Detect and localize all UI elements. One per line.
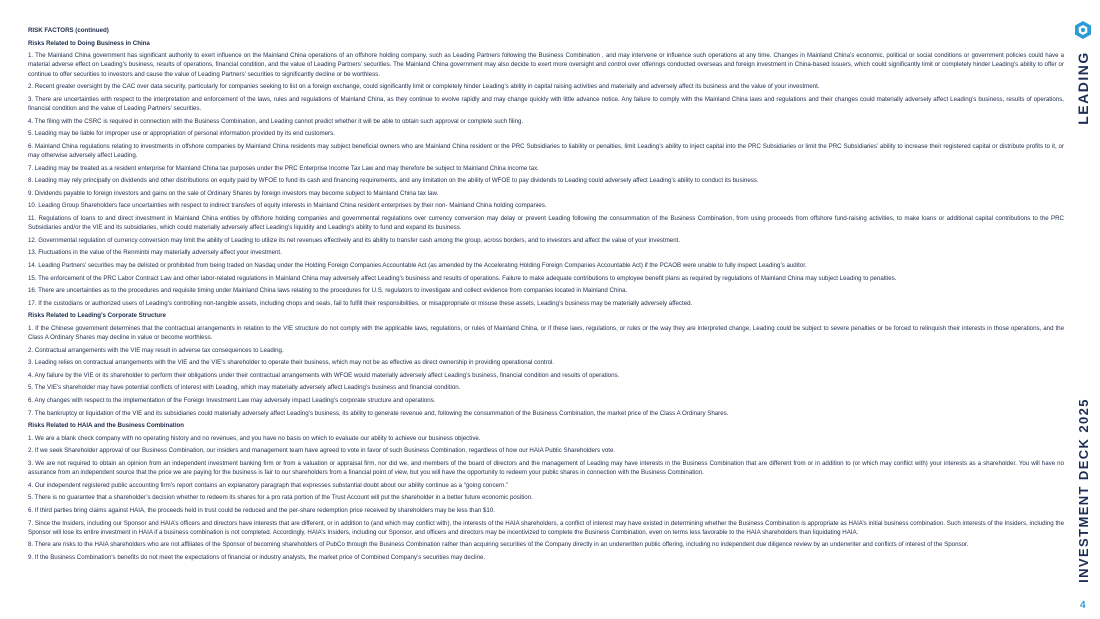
section-title-china: Risks Related to Doing Business in China (28, 39, 150, 47)
risk-item: 3. Leading relies on contractual arrangements with the VIE and the VIE’s shareholder to operate their business, which may not be as effective as direct ownership in providing operational control. (28, 359, 555, 367)
risk-item: 12. Governmental regulation of currency conversion may limit the ability of Leading to utilize its net revenues effectively and its ability to transfer cash among the group, across borders, and to investors and affect the value of your investment. (28, 236, 681, 244)
risk-item: 1. The Mainland China government has significant authority to exert influence on the Mainland China operations of an offshore holding company, such as Leading Partners following the Business Combination , and may intervene or influence such operations at any time. Changes in Mainland China’s economic, political or social conditions or government policies could have a material adverse effect on Leading’s business, results of operations, financial condition, and the value of Leading Partners’ securities. The Mainland China government may also decide to exert more oversight and control over offerings conducted overseas and foreign investment in China-based issuers, which could significantly limit or completely hinder Leading’s ability to offer or continue to offer securities to investors and cause the value of Leading Partners’ securities to significantly decline or be worthless. (28, 52, 1064, 78)
risk-item: 4. Our independent registered public accounting firm’s report contains an explanatory paragraph that expresses substantial doubt about our ability continue as a “going concern.” (28, 481, 509, 489)
risk-item: 4. Any failure by the VIE or its shareholder to perform their obligations under their contractual arrangements with WFOE would materially adversely affect Leading’s business, financial condition and results of operations. (28, 371, 620, 379)
risk-item: 1. We are a blank check company with no operating history and no revenues, and you have no basis on which to evaluate our ability to achieve our business objective. (28, 434, 481, 442)
risk-item: 5. Leading may be liable for improper use or appropriation of personal information provided by its end customers. (28, 130, 335, 138)
risk-item: 7. The bankruptcy or liquidation of the VIE and its subsidiaries could materially adversely affect Leading’s business, its ability to generate revenue and, following the consummation of the Business Combination, the market price of the Class A Ordinary Shares. (28, 409, 729, 417)
risk-item: 1. If the Chinese government determines that the contractual arrangements in relation to the VIE structure do not comply with the applicable laws, regulations, or rules of Mainland China, or if these laws, regulations, or rules or the way they are interpreted change, Leading could be subject to severe penalties or be forced to relinquish their interests in those operations, and the Class A Ordinary Shares may decline in value or become worthless. (28, 324, 1064, 342)
risk-item: 10. Leading Group Shareholders face uncertainties with respect to indirect transfers of equity interests in Mainland China resident enterprises by their non- Mainland China holding companies. (28, 202, 547, 210)
section-title-corporate-structure: Risks Related to Leading’s Corporate Structure (28, 312, 166, 320)
risk-item: 2. Contractual arrangements with the VIE may result in adverse tax consequences to Leading. (28, 346, 284, 354)
risk-item: 7. Since the Insiders, including our Sponsor and HAIA’s officers and directors have interests that are different, or in addition to (and which may conflict with), the interests of the HAIA shareholders, a conflict of interest may have existed in determining whether the Business Combination is appropriate as HAIA’s initial business combination. Such interests of the Insiders, including the Sponsor will lose its entire investment in HAIA if a business combination is not completed. Accordingly, HAIA’s Insiders, including our Sponsor, and officers and directors may be incentivized to complete the Business Combination, even on terms less favorable to the HAIA shareholders than liquidating HAIA. (28, 519, 1064, 536)
risk-item: 13. Fluctuations in the value of the Renminbi may materially adversely affect your investment. (28, 249, 282, 257)
risk-item: 9. If the Business Combination’s benefits do not meet the expectations of financial or industry analysts, the market price of Combined Company’s securities may decline. (28, 554, 486, 561)
brand-text: LEADING (1075, 51, 1091, 125)
risk-item: 8. There are risks to the HAIA shareholders who are not affiliates of the Sponsor of becoming shareholders of PubCo through the Business Combination rather than acquiring securities of the Company directly in an underwritten public offering, including no independent due diligence review by an underwriter and conflicts of interest of the Sponsor. (28, 541, 969, 549)
risk-item: 17. If the custodians or authorized users of Leading’s controlling non-tangible assets, including chops and seals, fail to fulfill their responsibilities, or misappropriate or misuse these assets, Leading’s business may be materially adversely affected. (28, 299, 693, 307)
deck-title-text: INVESTMENT DECK 2025 (1075, 397, 1091, 583)
risk-item: 6. If third parties bring claims against HAIA, the proceeds held in trust could be reduced and the per-share redemption price received by shareholders may be less than $10. (28, 507, 495, 515)
risk-item: 5. The VIE’s shareholder may have potential conflicts of interest with Leading, which may materially adversely affect Leading’s business and financial condition. (28, 384, 461, 392)
risk-item: 6. Any changes with respect to the implementation of the Foreign Investment Law may adversely impact Leading’s corporate structure and operations. (28, 397, 436, 405)
risk-item: 11. Regulations of loans to and direct investment in Mainland China entities by offshore holding companies and governmental regulations over currency conversion may delay or prevent Leading following the consummation of the Business Combination, from using proceeds from offshore fund-raising activities, to make loans or additional capital contributions to the PRC Subsidiaries and/or the VIE and its subsidiaries, which could materially adversely affect Leading’s liquidity and Leading’s ability to fund and expand its business. (28, 214, 1064, 232)
risk-item: 2. Recent greater oversight by the CAC over data security, particularly for companies seeking to list on a foreign exchange, could significantly limit or completely hinder Leading’s ability in capital raising activities and materially and adversely affect its business and the value of your investment. (28, 83, 820, 91)
risk-item: 5. There is no guarantee that a shareholder’s decision whether to redeem its shares for a pro rata portion of the Trust Account will put the shareholder in a better future economic position. (28, 494, 533, 502)
brand-wordmark (1061, 48, 1100, 128)
risk-item: 16. There are uncertainties as to the procedures and requisite timing under Mainland China laws relating to the procedures for U.S. regulators to investigate and collect evidence from companies located in Mainland China. (28, 287, 628, 295)
page-heading: RISK FACTORS (continued) (28, 27, 109, 34)
risk-factors-content (28, 26, 1064, 566)
risk-item: 4. The filing with the CSRC is required in connection with the Business Combination, and Leading cannot predict whether it will be able to obtain such approval or complete such filing. (28, 117, 524, 125)
risk-item: 8. Leading may rely principally on dividends and other distributions on equity paid by WFOE to fund its cash and financing requirements, and any limitation on the ability of WFOE to pay dividends to Leading could adversely affect Leading’s ability to conduct its business. (28, 177, 759, 185)
hexagon-logo-icon (1073, 20, 1093, 40)
risk-item: 6. Mainland China regulations relating to investments in offshore companies by Mainland China residents may subject beneficial owners who are Mainland China resident or the PRC Subsidiaries to liability or penalties, limit Leading’s ability to inject capital into the PRC Subsidiaries or limit the PRC Subsidiaries’ ability to increase their registered capital or distribute profits to it, or may otherwise adversely affect Leading. (28, 142, 1064, 159)
risk-item: 2. If we seek Shareholder approval of our Business Combination, our insiders and management team have agreed to vote in favor of such Business Combination, regardless of how our HAIA Public Shareholders vote. (28, 447, 616, 455)
page-number: 4 (1080, 600, 1086, 611)
section-title-haia: Risks Related to HAIA and the Business Combination (28, 422, 185, 430)
deck-title (1061, 397, 1100, 583)
risk-item: 3. We are not required to obtain an opinion from an independent investment banking firm or from a valuation or appraisal firm, nor did we, and members of the board of directors and the management of Leading may have interests in the Business Combination that are different from or in addition to (or which may conflict with) your interests as a shareholder. You will have no assurance from an independent source that the price we are paying for the business is fair to our shareholders from a financial point of view, but you will have the opportunity to redeem your public shares in connection with the Business Combination. (28, 460, 1064, 477)
risk-item: 7. Leading may be treated as a resident enterprise for Mainland China tax purposes under the PRC Enterprise Income Tax Law and may therefore be subject to Mainland China income tax. (28, 164, 539, 172)
risk-item: 14. Leading Partners’ securities may be delisted or prohibited from being traded on Nasdaq under the Holding Foreign Companies Accountable Act (as amended by the Accelerating Holding Foreign Companies Accountable Act) if the PCAOB were unable to fully inspect Leading’s auditor. (28, 261, 807, 269)
risk-item: 9. Dividends payable to foreign investors and gains on the sale of Ordinary Shares by foreign investors may become subject to Mainland China tax law. (28, 189, 439, 197)
risk-item: 15. The enforcement of the PRC Labor Contract Law and other labor-related regulations in Mainland China may adversely affect Leading’s business and results of operations. Failure to make adequate contributions to employee benefit plans as required by regulations of Mainland China may subject Leading to penalties. (28, 274, 897, 282)
risk-item: 3. There are uncertainties with respect to the interpretation and enforcement of the laws, rules and regulations of Mainland China, as they continue to evolve rapidly and may change quickly with little advance notice. Any failure to comply with the Mainland China laws and regulations and their changes could materially adversely affect Leading’s business, results of operations, financial condition and the value of Leading Partners’ securities. (28, 95, 1064, 112)
